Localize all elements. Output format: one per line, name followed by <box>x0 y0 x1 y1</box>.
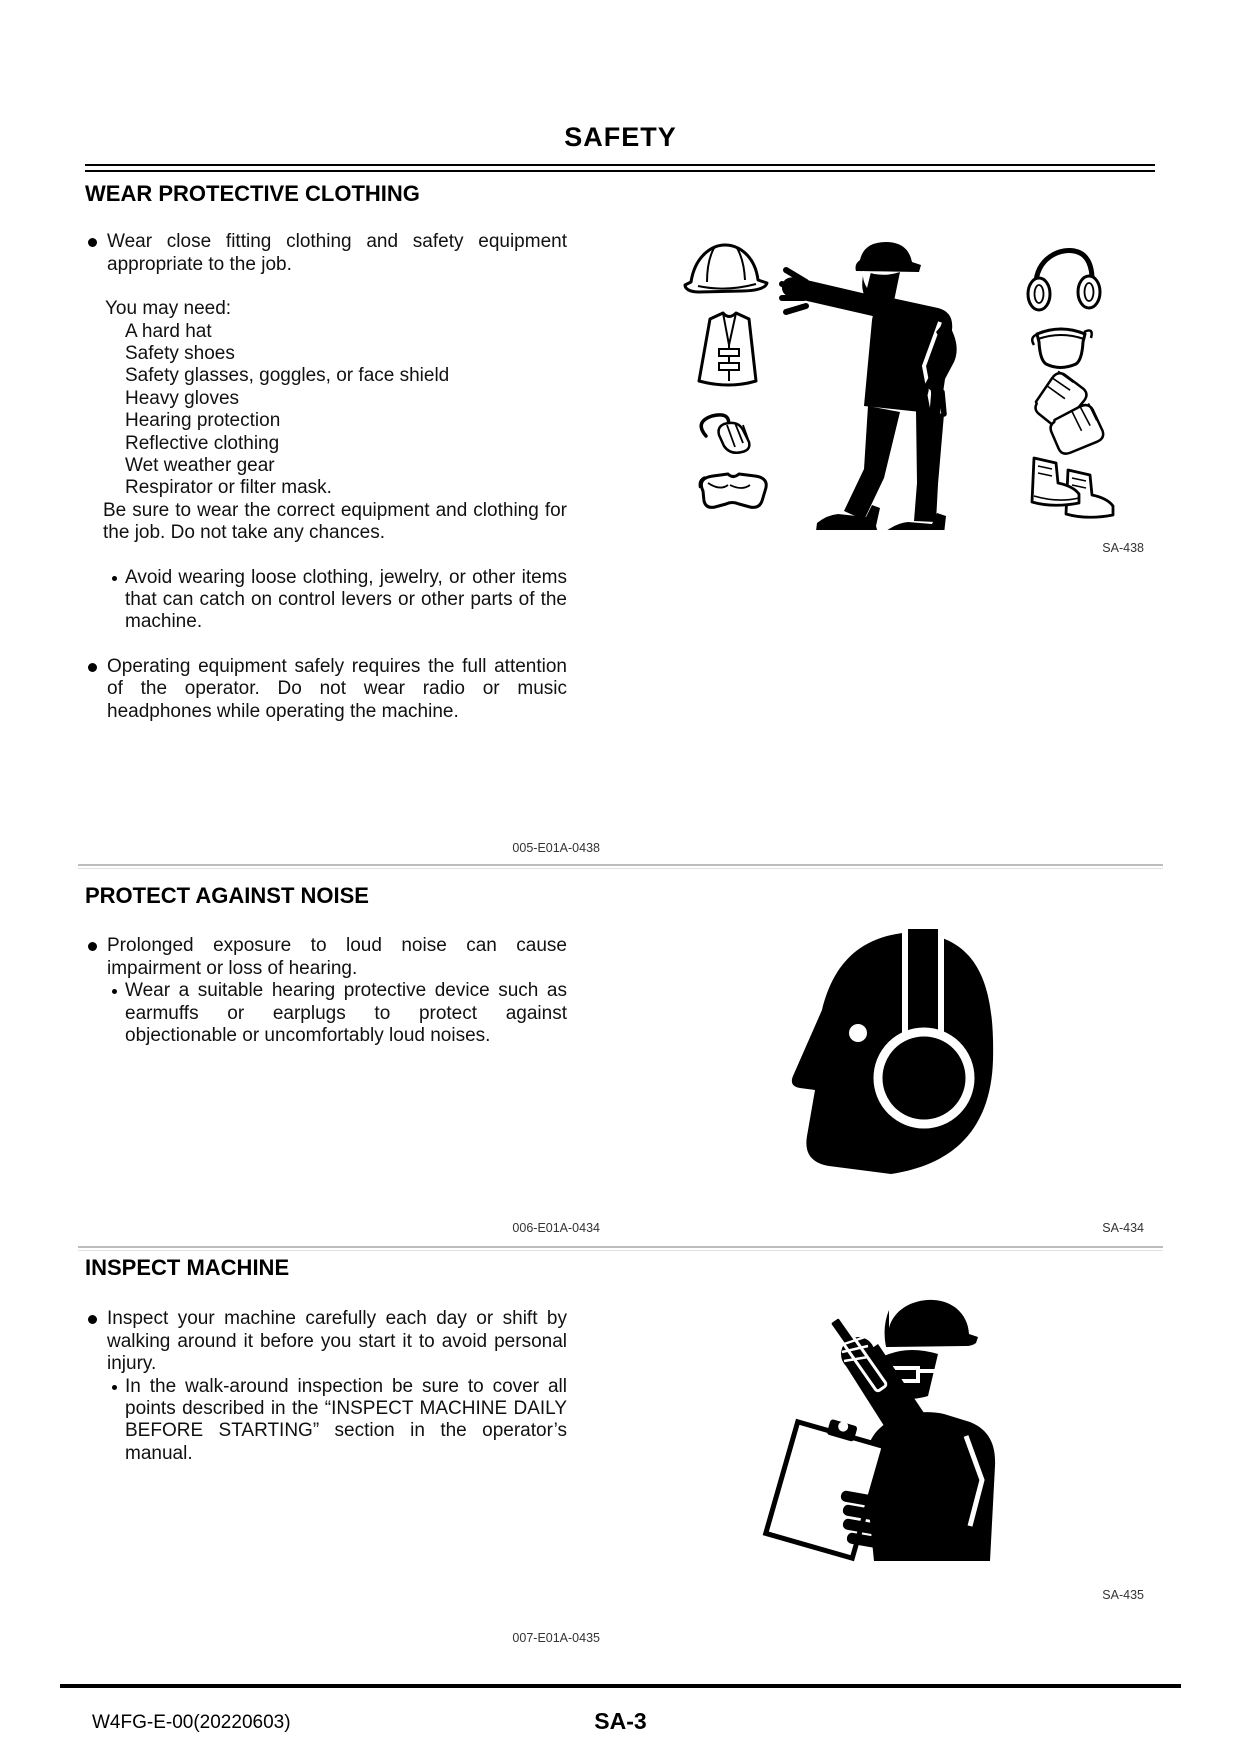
list-item: A hard hat <box>125 320 212 342</box>
list-intro: You may need: <box>105 298 232 320</box>
list-item: Heavy gloves <box>125 387 240 409</box>
list-item: Reflective clothing <box>125 432 280 454</box>
sub-bullet-paragraph: Avoid wearing loose clothing, jewelry, or other items that can catch on control levers or other parts of the machine. <box>110 567 567 634</box>
list-item: Safety glasses, goggles, or face shield <box>125 365 450 387</box>
figure-label: SA-435 <box>1102 1588 1144 1602</box>
sub-bullet-paragraph: In the walk-around inspection be sure to cover all points described in the “INSPECT MACHINE DAILY BEFORE STARTING” section in the operator’s manual. <box>110 1376 567 1466</box>
section-wear-protective-clothing <box>85 181 567 723</box>
section-divider <box>78 864 1163 869</box>
sub-bullet-paragraph: Wear a suitable hearing protective device such as earmuffs or earplugs to protect against objectionable or uncomfortably loud noises. <box>110 980 567 1047</box>
face-shield-icon <box>1032 329 1091 368</box>
bullet-paragraph: Prolonged exposure to loud noise can cause impairment or loss of hearing. <box>85 935 567 980</box>
list-item: Safety shoes <box>125 342 235 364</box>
list-item: Respirator or filter mask. <box>125 477 332 499</box>
list-item: Hearing protection <box>125 410 281 432</box>
bullet-paragraph: Inspect your machine carefully each day or shift by walking around it before you start it to avoid personal injury. <box>85 1308 567 1375</box>
hard-hat-icon <box>685 245 767 292</box>
list-item: Wet weather gear <box>125 454 275 476</box>
reference-code: 005-E01A-0438 <box>512 841 600 855</box>
section-inspect-machine <box>85 1255 567 1465</box>
bullet-paragraph: Wear close fitting clothing and safety equipment appropriate to the job. <box>85 231 567 276</box>
figure-protective-equipment <box>608 208 1174 530</box>
equipment-list <box>125 321 567 500</box>
safety-vest-icon <box>699 313 756 385</box>
paragraph: Be sure to wear the correct equipment and clothing for the job. Do not take any chances. <box>103 499 567 544</box>
gloves-icon <box>1026 365 1107 458</box>
footer-page-number: SA-3 <box>594 1708 647 1734</box>
section-protect-against-noise <box>85 883 567 1047</box>
section-heading: PROTECT AGAINST NOISE <box>85 883 369 908</box>
reference-code: 006-E01A-0434 <box>512 1221 600 1235</box>
header-rule <box>85 164 1155 172</box>
section-heading: INSPECT MACHINE <box>85 1255 290 1280</box>
section-divider <box>78 1246 1163 1251</box>
figure-label: SA-434 <box>1102 1221 1144 1235</box>
figure-inspect-machine <box>758 1286 1014 1570</box>
section-heading: WEAR PROTECTIVE CLOTHING <box>85 181 420 206</box>
ear-plugs-icon <box>701 415 749 453</box>
inspector-with-clipboard-icon <box>766 1300 995 1561</box>
figure-hearing-protection <box>766 926 1022 1198</box>
figure-label: SA-438 <box>1102 541 1144 555</box>
page-title: SAFETY <box>564 122 677 152</box>
goggles-icon <box>700 474 767 507</box>
head-with-earmuffs-icon <box>792 926 993 1174</box>
safety-boots-icon <box>1032 458 1113 517</box>
footer-document-code: W4FG-E-00(20220603) <box>92 1712 291 1733</box>
worker-pointing-figure <box>782 242 996 530</box>
footer-rule <box>60 1684 1181 1688</box>
earmuffs-icon <box>1028 251 1100 311</box>
reference-code: 007-E01A-0435 <box>512 1631 600 1645</box>
bullet-paragraph: Operating equipment safely requires the full attention of the operator. Do not wear radio or music headphones while operating the machine. <box>85 656 567 723</box>
